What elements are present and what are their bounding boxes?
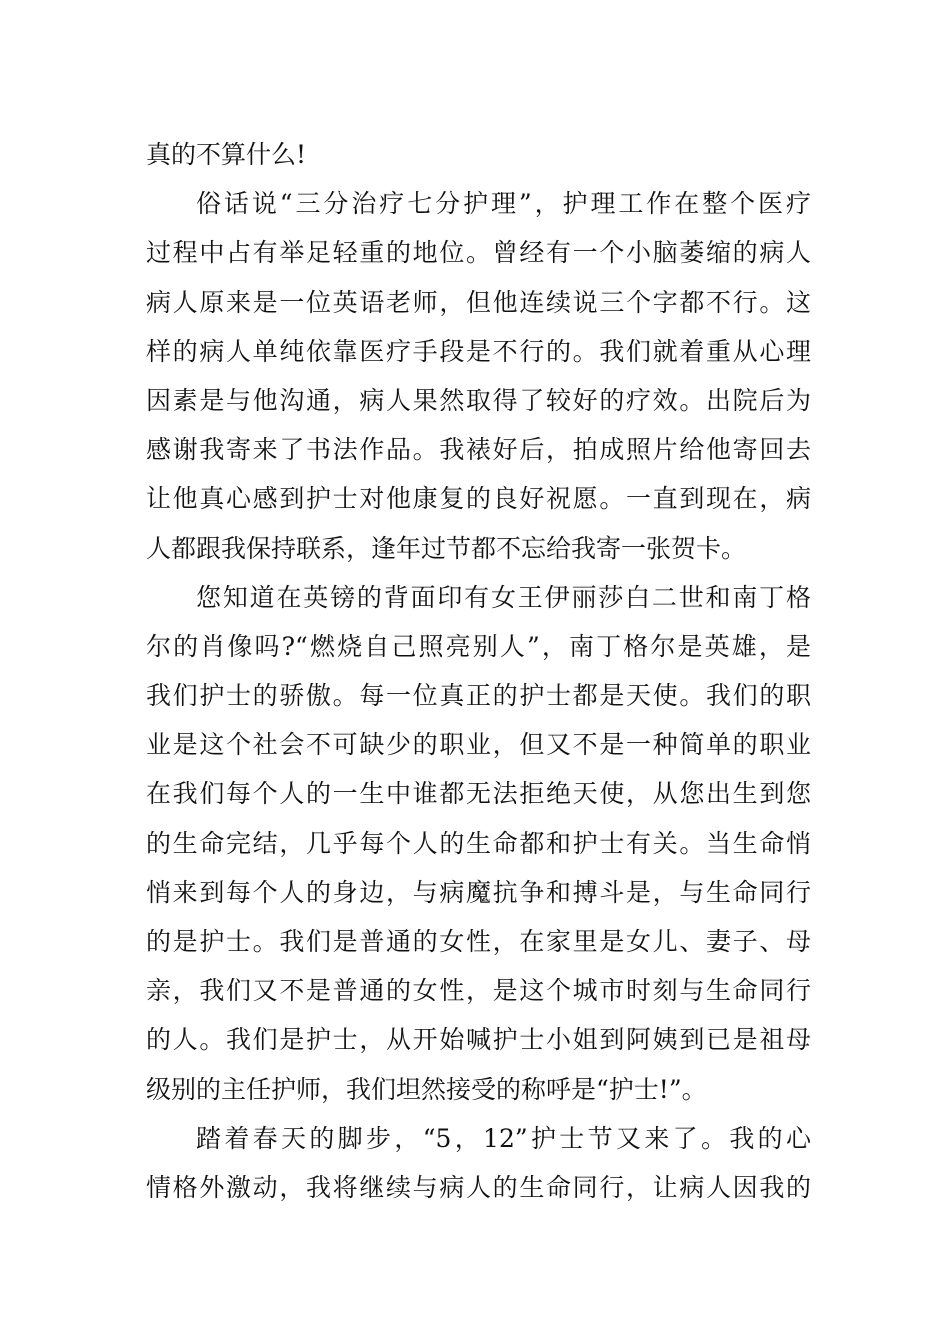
text-line: 我们护士的骄傲。每一位真正的护士都是天使。我们的职 xyxy=(146,681,811,711)
body-text xyxy=(146,130,811,1212)
paragraph-first-line: 俗话说“三分治疗七分护理”，护理工作在整个医疗 xyxy=(196,189,811,219)
text-line: 真的不算什么! xyxy=(146,140,307,169)
text-line: 感谢我寄来了书法作品。我裱好后，拍成照片给他寄回去 xyxy=(146,435,811,465)
text-line: 的是护士。我们是普通的女性，在家里是女儿、妻子、母 xyxy=(146,927,811,956)
text-line: 在我们每个人的一生中谁都无法拒绝天使，从您出生到您 xyxy=(146,779,811,809)
text-line: 因素是与他沟通，病人果然取得了较好的疗效。出院后为 xyxy=(146,385,811,415)
paragraph-first-line: 踏着春天的脚步，“5，12”护士节又来了。我的心 xyxy=(196,1123,811,1153)
text-line: 悄来到每个人的身边，与病魔抗争和搏斗是，与生命同行 xyxy=(146,877,811,907)
paragraph-first-line: 您知道在英镑的背面印有女王伊丽莎白二世和南丁格 xyxy=(196,582,811,612)
text-line: 业是这个社会不可缺少的职业，但又不是一种简单的职业 xyxy=(146,730,811,760)
text-line: 情格外激动，我将继续与病人的生命同行，让病人因我的 xyxy=(146,1172,811,1202)
text-line: 级别的主任护师，我们坦然接受的称呼是“护士!”。 xyxy=(146,1074,707,1104)
text-line: 的生命完结，几乎每个人的生命都和护士有关。当生命悄 xyxy=(146,828,811,858)
text-line: 病人原来是一位英语老师，但他连续说三个字都不行。这 xyxy=(146,287,811,317)
text-line: 让他真心感到护士对他康复的良好祝愿。一直到现在，病 xyxy=(146,484,811,514)
text-line: 亲，我们又不是普通的女性，是这个城市时刻与生命同行 xyxy=(146,976,811,1006)
text-line: 过程中占有举足轻重的地位。曾经有一个小脑萎缩的病人 xyxy=(146,238,811,268)
text-line: 尔的肖像吗?“燃烧自己照亮别人”，南丁格尔是英雄，是 xyxy=(146,631,811,661)
text-line: 人都跟我保持联系，逢年过节都不忘给我寄一张贺卡。 xyxy=(146,533,747,563)
text-line: 样的病人单纯依靠医疗手段是不行的。我们就着重从心理 xyxy=(146,336,811,366)
text-line: 的人。我们是护士，从开始喊护士小姐到阿姨到已是祖母 xyxy=(146,1025,811,1055)
